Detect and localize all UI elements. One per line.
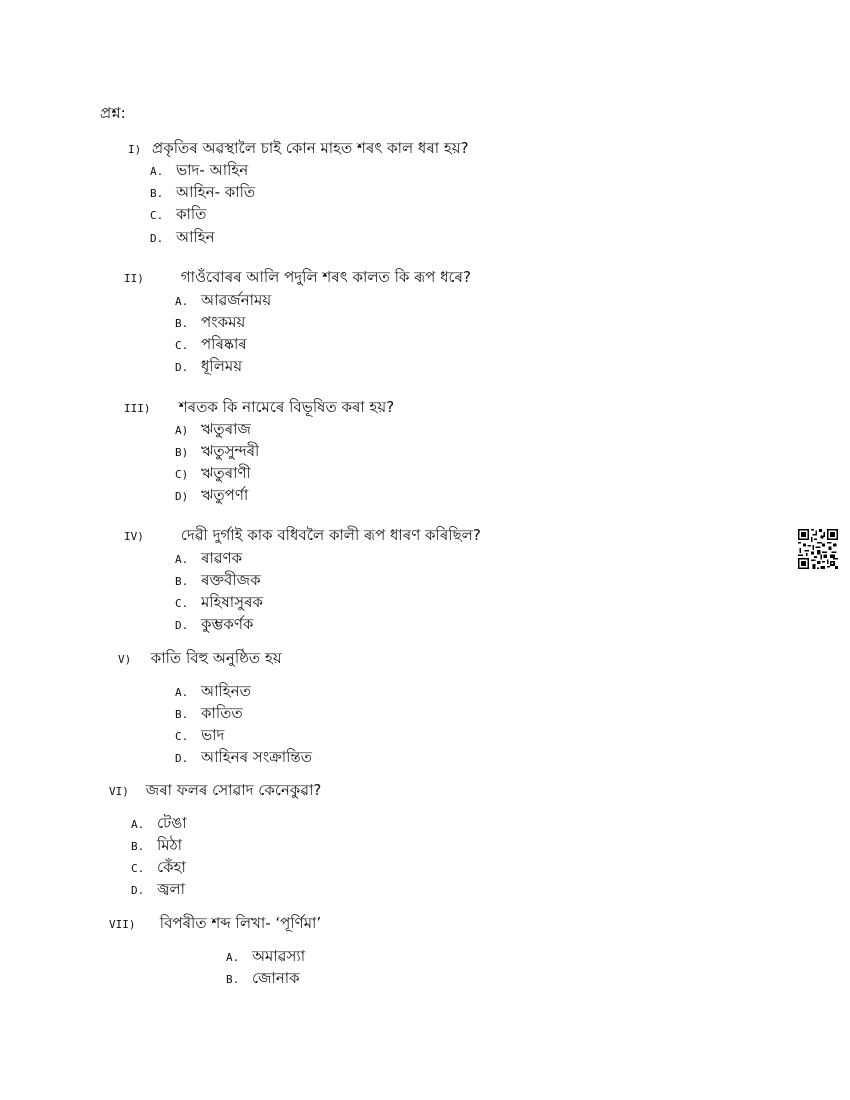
question-text: জৰা ফলৰ সোৱাদ কেনেকুৱা? [145,781,322,799]
section-heading: প্ৰশ্ন: [100,104,126,122]
option-text: ৰাৱণক [201,549,243,567]
option-label: D. [175,619,189,632]
option-label: A. [226,951,240,964]
option-item [175,746,312,771]
option-text: টেঙা [157,814,187,832]
question-number: V) [118,653,132,666]
question-7 [109,912,321,937]
option-text: কাতি [176,205,207,223]
option-label: B) [175,446,189,459]
option-label: D. [131,884,145,897]
option-label: B. [226,973,240,986]
option-label: B. [175,708,189,721]
option-label: A. [175,295,189,308]
option-text: অমাৱস্যা [252,947,306,965]
question-3 [124,396,394,421]
option-text: ঋতুপৰ্ণা [201,486,249,504]
option-label: C. [175,339,189,352]
question-6 [109,779,321,804]
option-text: ৰক্তবীজক [201,571,261,589]
option-text: আৱৰ্জনাময় [201,291,272,309]
option-label: C. [131,862,145,875]
question-number: VII) [109,918,136,931]
option-text: আহিনৰ সংক্ৰান্তিত [201,748,312,766]
qr-code-icon [798,529,838,569]
option-label: D) [175,490,189,503]
option-item [175,484,248,509]
option-text: ভাদ [201,726,225,744]
question-number: I) [128,143,142,156]
option-label: D. [175,752,189,765]
question-text: প্ৰকৃতিৰ অৱস্থালৈ চাই কোন মাহত শৰৎ কাল ধৰা হয়? [152,139,469,157]
question-number: III) [124,402,151,415]
option-item [175,355,242,380]
option-label: B. [131,840,145,853]
option-label: A. [175,686,189,699]
option-label: C. [175,730,189,743]
option-text: ঋতুৰাণী [201,464,251,482]
question-text: শৰতক কি নামেৰে বিভূষিত কৰা হয়? [178,398,395,416]
question-number: II) [124,272,144,285]
option-text: ঋতুৰাজ [201,420,251,438]
question-text: কাতি বিহু অনুষ্ঠিত হয় [150,649,282,667]
option-label: B. [175,317,189,330]
option-text: পৰিষ্কাৰ [201,335,247,353]
question-2 [124,266,471,291]
option-text: কাতিত [201,704,243,722]
option-label: B. [175,575,189,588]
option-text: আহিনত [201,682,251,700]
option-label: C) [175,468,189,481]
option-label: C. [150,209,164,222]
option-text: পংকময় [201,313,246,331]
option-text: মিঠা [157,836,182,854]
option-label: A) [175,424,189,437]
question-text: গাওঁবোৰৰ আলি পদুলি শৰৎ কালত কি ৰূপ ধৰে? [180,268,471,286]
option-text: আহিন- কাতি [176,183,256,201]
option-text: জোনাক [252,969,300,987]
option-item [150,203,206,228]
option-text: মহিষাসুৰক [201,593,263,611]
option-label: A. [131,818,145,831]
option-text: ভাদ- আহিন [176,161,249,179]
question-number: IV) [124,530,144,543]
question-number: VI) [109,785,129,798]
option-label: D. [150,232,164,245]
question-text: দেৱী দুৰ্গাই কাক বধিবলৈ কালী ৰূপ ধাৰণ কৰিছিল? [180,526,481,544]
question-5 [118,647,282,672]
option-text: ঋতুসুন্দৰী [201,442,260,460]
option-label: C. [175,597,189,610]
option-text: কুম্ভকৰ্ণক [201,615,254,633]
option-label: D. [175,361,189,374]
option-item [150,226,215,251]
question-text: বিপৰীত শব্দ লিখা- ‘পূৰ্ণিমা’ [159,914,322,932]
option-item [175,613,253,638]
option-item [131,878,185,903]
option-text: ধূলিময় [201,357,243,375]
option-text: আহিন [176,228,215,246]
option-text: জ্বলা [157,880,185,898]
option-text: কেঁহা [157,858,186,876]
option-label: A. [150,165,164,178]
question-4 [124,524,481,549]
option-item [226,967,300,992]
option-label: A. [175,553,189,566]
option-label: B. [150,187,164,200]
